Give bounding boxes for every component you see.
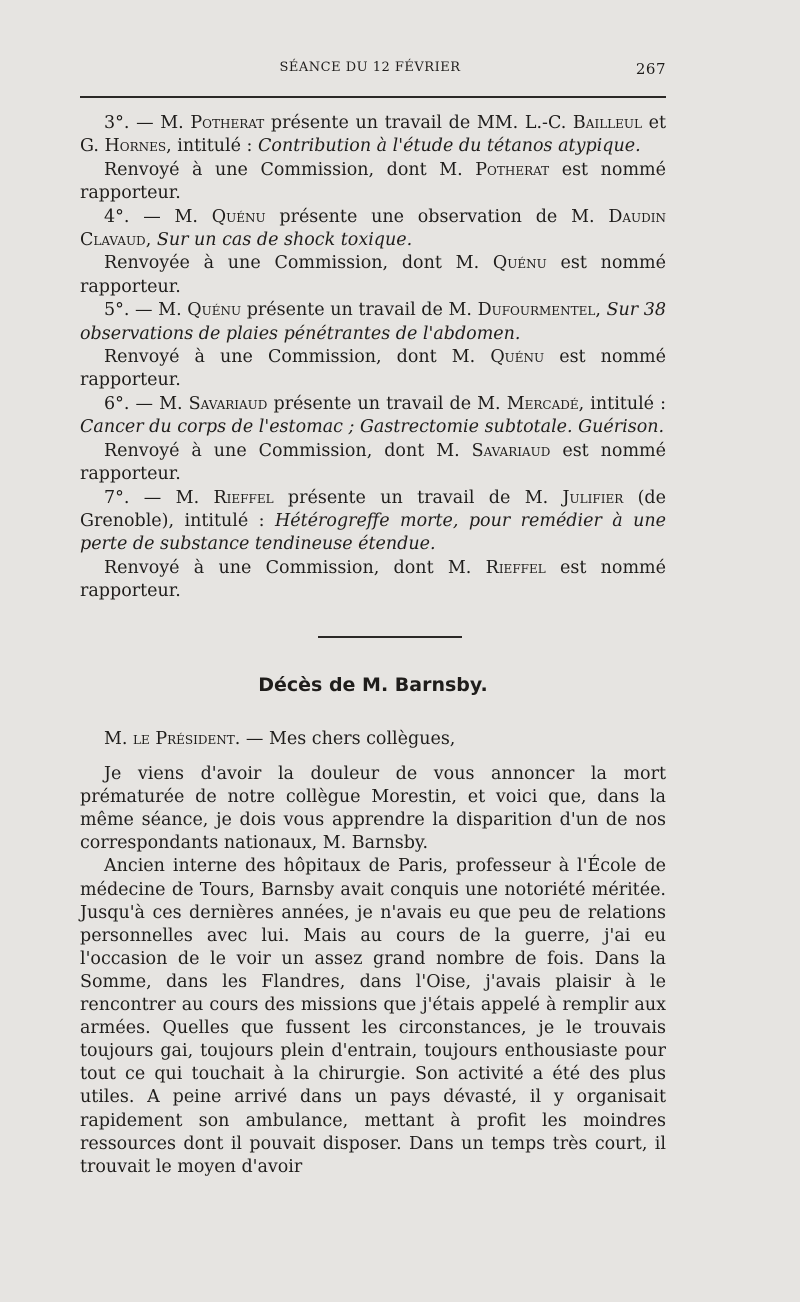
author-name: Bailleul [572, 113, 642, 133]
author-name: Dufourmentel [477, 300, 596, 321]
work-title: Sur 38 observations de plaies pénétrantes de l'abdomen. [80, 300, 666, 344]
author-name: Quénu [187, 300, 242, 321]
author-name: Hornes [104, 136, 167, 157]
header-rule [80, 96, 666, 98]
author-name: Daudin Clavaud [80, 206, 666, 251]
item-4: 4°. — M. Quénu présente une observation de M. Daudin Clavaud, Sur un cas de shock toxique. [80, 206, 666, 251]
presentations-list [80, 112, 666, 604]
item-5: 5°. — M. Quénu présente un travail de M. Dufourmentel, Sur 38 observations de plaies pénétrantes de l'abdomen. [80, 300, 666, 344]
paragraph-2: Ancien interne des hôpitaux de Paris, professeur à l'École de médecine de Tours, Barnsby avait conquis une notoriété méritée. Jusqu'à ces dernières années, je n'avais eu que peu de relations personnelles avec lui. Mais au cours de la guerre, j'ai eu l'occasion de le voir un assez grand nombre de fois. Dans la Somme, dans les Flandres, dans l'Oise, j'avais plaisir à le rencontrer au cours des missions que j'étais appelé à remplir aux armées. Quelles que fussent les circonstances, je le trouvais toujours gai, toujours plein d'entrain, toujours enthousiaste pour tout ce qui touchait à la chirurgie. Son activité a été des plus utiles. A peine arrivé dans un pays dévasté, il y organisait rapidement son ambulance, mettant à profit les moindres ressources dont il pouvait disposer. Dans un temps très court, il trouvait le moyen d'avoir [80, 856, 666, 1177]
section-divider [318, 636, 462, 638]
author-name: Quénu [211, 206, 266, 227]
item-3-referral: Renvoyé à une Commission, dont M. Potherat est nommé rapporteur. [80, 159, 666, 204]
item-3: 3°. — M. Potherat présente un travail de MM. L.-C. Bailleul et G. Hornes, intitulé : Contribution à l'étude du tétanos atypique. [80, 113, 666, 157]
author-name: Julifier [562, 487, 624, 508]
author-name: Mercadé [506, 393, 579, 414]
item-6-referral: Renvoyé à une Commission, dont M. Savariaud est nommé rapporteur. [80, 440, 666, 485]
page-number: 267 [635, 60, 666, 78]
section-heading: Décès de M. Barnsby. [258, 674, 488, 696]
item-7: 7°. — M. Rieffel présente un travail de M. Julifier (de Grenoble), intitulé : Hétérogreffe morte, pour remédier à une perte de substance tendineuse étendue. [80, 487, 666, 555]
work-title: Sur un cas de shock toxique. [156, 230, 413, 251]
work-title: Contribution à l'étude du tétanos atypique. [258, 136, 641, 157]
author-name: Savariaud [188, 393, 268, 414]
speaker-line: M. le Président. — Mes chers collègues, [104, 729, 456, 749]
work-title: Hétérogreffe morte, pour remédier à une perte de substance tendineuse étendue. [80, 510, 666, 555]
item-6: 6°. — M. Savariaud présente un travail de M. Mercadé, intitulé : Cancer du corps de l'estomac ; Gastrectomie subtotale. Guérison. [80, 393, 667, 438]
item-7-referral: Renvoyé à une Commission, dont M. Rieffel est nommé rapporteur. [80, 557, 666, 602]
item-4-referral: Renvoyée à une Commission, dont M. Quénu est nommé rapporteur. [80, 253, 666, 297]
author-name: Potherat [190, 113, 265, 133]
speaker-name: le Président [133, 729, 235, 749]
paragraph-1: Je viens d'avoir la douleur de vous annoncer la mort prématurée de notre collègue Morestin, et voici que, dans la même séance, je dois vous apprendre la disparition d'un de nos correspondants nationaux, M. Barnsby. [80, 764, 666, 854]
item-5-referral: Renvoyé à une Commission, dont M. Quénu est nommé rapporteur. [80, 347, 666, 391]
work-title: Cancer du corps de l'estomac ; Gastrectomie subtotale. Guérison. [80, 417, 665, 438]
author-name: Rieffel [213, 487, 274, 508]
section-body [80, 728, 666, 1179]
running-title: SÉANCE DU 12 FÉVRIER [279, 60, 461, 75]
running-header [80, 60, 666, 86]
